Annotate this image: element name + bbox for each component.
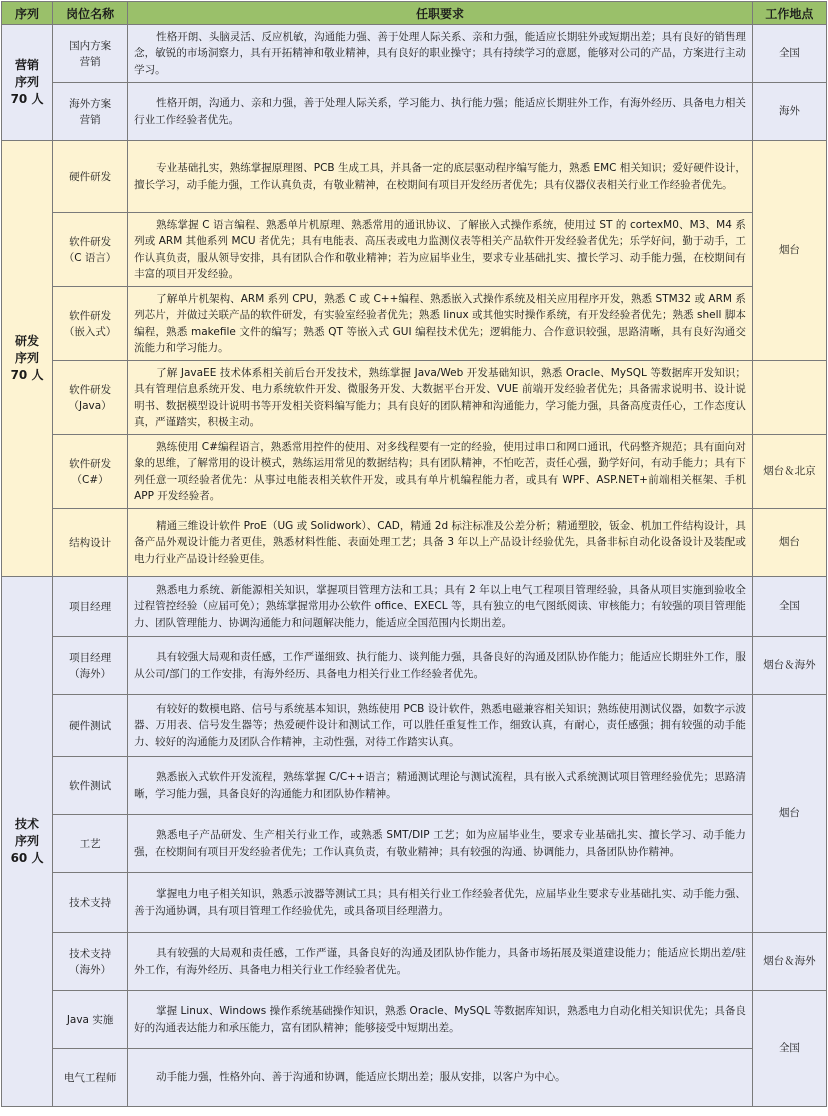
position-name: 项目经理 （海外） [53,637,128,695]
position-name: 项目经理 [53,577,128,637]
header-location: 工作地点 [752,2,826,25]
position-requirements: 熟练使用 C#编程语言，熟悉常用控件的使用、对多线程要有一定的经验，使用过串口和网口通讯，代码整齐规范；具有面向对象的思维，了解常用的设计模式，熟练运用常见的数据结构；具有团队精神，不怕吃苦，责任心强，勤学好问，有动手能力；具有下列任意一项经验者优先：从事过电能表相关软件开发，或具有单片机编程能力者，或具有 WPF、ASP.NET+前端相关框架、手机 APP 开发经验者。 [128,435,753,509]
position-requirements: 具有较强大局观和责任感，工作严谨细致、执行能力、谈判能力强，具备良好的沟通及团队协作能力；能适应长期驻外工作，服从公司/部门的工作安排，有海外经历、具备电力相关行业工作经验者优先。 [128,637,753,695]
position-requirements: 性格开朗、头脑灵活、反应机敏，沟通能力强、善于处理人际关系、亲和力强，能适应长期驻外或短期出差；具有良好的销售理念，敏锐的市场洞察力，具有开拓精神和敬业精神，具有良好的职业操守；具有持续学习的意愿，能够对公司的产品，方案进行主动学习。 [128,25,753,83]
work-location: 全国 [752,25,826,83]
position-name: 海外方案 营销 [53,83,128,141]
table-row [2,509,827,577]
group-label: 序列 [15,75,40,89]
table-row [2,695,827,757]
position-requirements: 熟悉电子产品研发、生产相关行业工作，或熟悉 SMT/DIP 工艺；如为应届毕业生，要求专业基础扎实、擅长学习、动手能力强，在校期间有项目开发经验者优先；工作认真负责，有敬业精神；具有较强的沟通、协调能力，具备团队协作精神。 [128,815,753,873]
position-requirements: 有较好的数模电路、信号与系统基本知识，熟练使用 PCB 设计软件，熟悉电磁兼容相关知识；熟练使用测试仪器，如数字示波器、万用表、信号发生器等；热爱硬件设计和测试工作，可以胜任重复性工作，细致认真，有耐心，责任感强；拥有较强的动手能力、较好的沟通能力及团队合作精神，主动性强，对待工作踏实认真。 [128,695,753,757]
group-label: 序列 [15,834,40,848]
position-name: 硬件测试 [53,695,128,757]
position-name: 技术支持 [53,873,128,933]
position-requirements: 性格开朗，沟通力、亲和力强，善于处理人际关系，学习能力、执行能力强；能适应长期驻外工作，有海外经历、具备电力相关行业工作经验者优先。 [128,83,753,141]
position-requirements: 掌握电力电子相关知识，熟悉示波器等测试工具；具有相关行业工作经验者优先，应届毕业生要求专业基础扎实、动手能力强、善于沟通协调，具有项目管理工作经验优先，或具备项目经理潜力。 [128,873,753,933]
position-requirements: 了解单片机架构、ARM 系列 CPU，熟悉 C 或 C++编程、熟悉嵌入式操作系统及相关应用程序开发，熟悉 STM32 或 ARM 系列芯片，并做过关联产品的软件研发，有实验室经验者优先；熟悉 linux 或其他实时操作系统，有开发经验者优先；熟悉 shell 脚本编程，熟悉 makefile 文件的编写；熟悉 QT 等嵌入式 GUI 编程技术优先；逻辑能力、合作意识较强，思路清晰，具有良好沟通交流能力和学习能力。 [128,287,753,361]
table-row [2,757,827,815]
table-row [2,815,827,873]
header-position-name: 岗位名称 [53,2,128,25]
position-requirements: 掌握 Linux、Windows 操作系统基础操作知识，熟悉 Oracle、MySQL 等数据库知识，熟悉电力自动化相关知识优先；具备良好的沟通表达能力和承压能力，富有团队精神；能够接受中短期出差。 [128,991,753,1049]
group-rd [2,141,53,577]
position-name: 软件研发 （Java） [53,361,128,435]
table-header-row [2,2,827,25]
table-row [2,933,827,991]
position-requirements: 了解 JavaEE 技术体系相关前后台开发技术，熟练掌握 Java/Web 开发基础知识，熟悉 Oracle、MySQL 等数据库开发知识；具有管理信息系统开发、电力系统软件开发、微服务开发、大数据平台开发、VUE 前端开发经验者优先；具备需求说明书、设计说明书、数据模型设计说明书等开发相关资料编写能力；具有良好的团队精神和沟通能力，学习能力强，具备高度责任心，工作态度认真，严谨踏实，积极主动。 [128,361,753,435]
recruitment-table [1,1,827,1107]
group-marketing [2,25,53,141]
table-row [2,637,827,695]
group-label: 营销 [15,58,40,72]
table-row [2,287,827,361]
position-name: 技术支持 （海外） [53,933,128,991]
table-row [2,1049,827,1107]
work-location: 烟台 [752,509,826,577]
group-label: 研发 [15,334,40,348]
work-location: 烟台＆北京 [752,435,826,509]
position-requirements: 精通三维设计软件 ProE（UG 或 Solidwork）、CAD，精通 2d 标注标准及公差分析；精通塑胶，钣金、机加工件结构设计，具备产品外观设计能力者更佳，熟悉材料性能、表面处理工艺；具备 3 年以上产品设计经验优先，具备非标自动化设备设计及装配或电力行业产品设计经验更佳。 [128,509,753,577]
table-row [2,141,827,213]
table-row [2,991,827,1049]
group-count: 60 人 [10,851,44,865]
position-requirements: 熟悉电力系统、新能源相关知识，掌握项目管理方法和工具；具有 2 年以上电气工程项目管理经验，具备从项目实施到验收全过程管控经验（应届可免）；熟练掌握常用办公软件 office、EXECL 等，具有独立的电气图纸阅读、审核能力；有较强的项目管理能力、团队管理能力、协调沟通能力和问题解决能力，能适应全国范围内长期出差。 [128,577,753,637]
work-location: 烟台＆海外 [752,637,826,695]
work-location: 烟台 [752,695,826,933]
work-location: 烟台 [752,141,826,361]
group-tech [2,577,53,1107]
position-requirements: 熟练掌握 C 语言编程、熟悉单片机原理、熟悉常用的通讯协议、了解嵌入式操作系统，使用过 ST 的 cortexM0、M3、M4 系列或 ARM 其他系列 MCU 者优先；具有电能表、高压表或电力监测仪表等相关产品软件开发经验者优先；乐学好问，勤于动手，工作认真负责，服从领导安排，具有团队合作和敬业精神；若为应届毕业生，要求专业基础扎实、擅长学习、动手能力强，在校期间有丰富的项目开发经验。 [128,213,753,287]
position-name: 软件研发 （C#） [53,435,128,509]
group-label: 技术 [15,817,40,831]
work-location [752,361,826,435]
work-location: 全国 [752,991,826,1107]
group-count: 70 人 [10,92,44,106]
position-requirements: 专业基础扎实，熟练掌握原理图、PCB 生成工具，并具备一定的底层驱动程序编写能力，熟悉 EMC 相关知识；爱好硬件设计，擅长学习，动手能力强，工作认真负责，有敬业精神，在校期间有项目开发经历者优先；具有仪器仪表相关行业工作经验者优先。 [128,141,753,213]
table-row [2,361,827,435]
header-requirements: 任职要求 [128,2,753,25]
header-seq: 序列 [2,2,53,25]
position-name: 结构设计 [53,509,128,577]
position-name: Java 实施 [53,991,128,1049]
table-row [2,435,827,509]
position-requirements: 动手能力强，性格外向、善于沟通和协调，能适应长期出差；服从安排，以客户为中心。 [128,1049,753,1107]
position-requirements: 熟悉嵌入式软件开发流程，熟练掌握 C/C++语言；精通测试理论与测试流程，具有嵌入式系统测试项目管理经验优先；思路清晰，学习能力强，具备良好的沟通能力和团队协作精神。 [128,757,753,815]
position-name: 工艺 [53,815,128,873]
table-row [2,25,827,83]
work-location: 全国 [752,577,826,637]
group-label: 序列 [15,351,40,365]
position-name: 硬件研发 [53,141,128,213]
table-row [2,873,827,933]
table-row [2,213,827,287]
work-location: 烟台＆海外 [752,933,826,991]
position-name: 电气工程师 [53,1049,128,1107]
position-name: 软件研发 （C 语言） [53,213,128,287]
position-requirements: 具有较强的大局观和责任感，工作严谨，具备良好的沟通及团队协作能力，具备市场拓展及渠道建设能力；能适应长期出差/驻外工作，有海外经历、具备电力相关行业工作经验者优先。 [128,933,753,991]
position-name: 软件测试 [53,757,128,815]
position-name: 国内方案 营销 [53,25,128,83]
group-count: 70 人 [10,368,44,382]
position-name: 软件研发 （嵌入式） [53,287,128,361]
table-row [2,577,827,637]
table-row [2,83,827,141]
work-location: 海外 [752,83,826,141]
